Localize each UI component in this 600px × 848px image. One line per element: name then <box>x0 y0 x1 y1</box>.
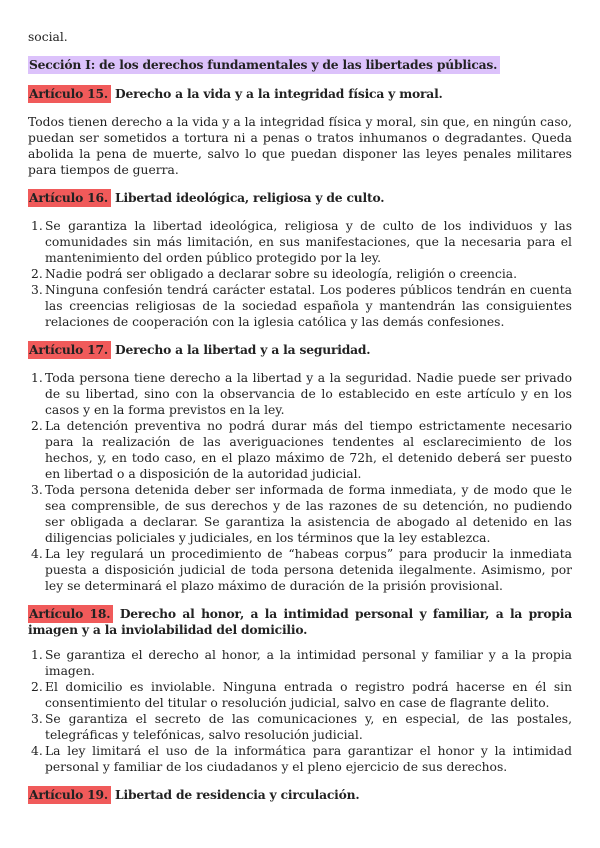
list-item-text: Nadie podrá ser obligado a declarar sobre su ideología, religión o creencia. <box>45 267 518 281</box>
article-16-list <box>28 218 572 330</box>
list-item <box>28 482 572 546</box>
list-item-text: Se garantiza el secreto de las comunicaciones y, en especial, de las postales, telegráficas y telefónicas, salvo resolución judicial. <box>45 712 572 742</box>
list-item-number: 4. <box>31 547 43 561</box>
list-item <box>28 218 572 266</box>
list-item <box>28 679 572 711</box>
article-19-heading <box>28 787 572 803</box>
list-item-number: 1. <box>31 219 43 233</box>
article-17-list <box>28 370 572 594</box>
list-item-number: 3. <box>31 283 43 297</box>
article-15-label: Artículo 15. <box>28 85 111 103</box>
list-item-text: La ley regulará un procedimiento de “habeas corpus” para producir la inmediata puesta a disposición judicial de toda persona detenida ilegalmente. Asimismo, por ley se determinará el plazo máximo de duración de la prisión provisional. <box>45 547 572 593</box>
article-18-label: Artículo 18. <box>28 605 113 623</box>
article-18-heading <box>28 606 572 638</box>
list-item-text: La detención preventiva no podrá durar más del tiempo estrictamente necesario para la realización de las averiguaciones tendentes al esclarecimiento de los hechos, y, en todo caso, en el plazo máximo de 72h, el detenido deberá ser puesto en libertad o a disposición de la autoridad judicial. <box>45 419 572 481</box>
list-item-number: 3. <box>31 483 43 497</box>
list-item-number: 2. <box>31 419 43 433</box>
list-item-number: 4. <box>31 744 43 758</box>
list-item <box>28 418 572 482</box>
section-title <box>28 57 572 73</box>
list-item <box>28 282 572 330</box>
article-16-title: Libertad ideológica, religiosa y de culto. <box>115 190 385 205</box>
article-17-label: Artículo 17. <box>28 341 111 359</box>
list-item <box>28 711 572 743</box>
list-item-number: 2. <box>31 680 43 694</box>
intro-text: social. <box>28 30 68 44</box>
article-16-heading <box>28 190 572 206</box>
article-18-title: Derecho al honor, a la intimidad personal y familiar, a la propia imagen y a la inviolabilidad del domicilio. <box>28 606 572 637</box>
list-item-text: Se garantiza el derecho al honor, a la intimidad personal y familiar y a la propia imagen. <box>45 648 572 678</box>
list-item-number: 1. <box>31 648 43 662</box>
article-15-title: Derecho a la vida y a la integridad física y moral. <box>115 86 443 101</box>
article-15-body: Todos tienen derecho a la vida y a la integridad física y moral, sin que, en ningún caso, puedan ser sometidos a tortura ni a penas o tratos inhumanos o degradantes. Queda abolida la pena de muerte, salvo lo que puedan disponer las leyes penales militares para tiempos de guerra. <box>28 115 572 177</box>
article-17-title: Derecho a la libertad y a la seguridad. <box>115 342 371 357</box>
list-item-text: La ley limitará el uso de la informática para garantizar el honor y la intimidad personal y familiar de los ciudadanos y el pleno ejercicio de sus derechos. <box>45 744 572 774</box>
section-title-highlight: Sección I: de los derechos fundamentales y de las libertades públicas. <box>28 56 500 74</box>
list-item <box>28 266 572 282</box>
list-item-number: 3. <box>31 712 43 726</box>
list-item <box>28 546 572 594</box>
list-item <box>28 647 572 679</box>
article-19-title: Libertad de residencia y circulación. <box>115 787 360 802</box>
list-item <box>28 743 572 775</box>
list-item-text: El domicilio es inviolable. Ninguna entrada o registro podrá hacerse en él sin consentimiento del titular o resolución judicial, salvo en case de flagrante delito. <box>45 680 572 710</box>
article-19-label: Artículo 19. <box>28 786 111 804</box>
article-17-heading <box>28 342 572 358</box>
article-18-list <box>28 647 572 775</box>
list-item-text: Toda persona tiene derecho a la libertad y a la seguridad. Nadie puede ser privado de su libertad, sino con la observancia de lo establecido en este artículo y en los casos y en la forma previstos en la ley. <box>45 371 572 417</box>
list-item-text: Se garantiza la libertad ideológica, religiosa y de culto de los individuos y las comunidades sin más limitación, en sus manifestaciones, que la necesaria para el mantenimiento del orden público protegido por la ley. <box>45 219 572 265</box>
list-item-text: Ninguna confesión tendrá carácter estatal. Los poderes públicos tendrán en cuenta las creencias religiosas de la sociedad española y mantendrán las consiguientes relaciones de cooperación con la iglesia católica y las demás confesiones. <box>45 283 572 329</box>
article-16-label: Artículo 16. <box>28 189 111 207</box>
list-item-number: 1. <box>31 371 43 385</box>
list-item <box>28 370 572 418</box>
article-15-heading <box>28 86 572 102</box>
list-item-number: 2. <box>31 267 43 281</box>
list-item-text: Toda persona detenida deber ser informada de forma inmediata, y de modo que le sea comprensible, de sus derechos y de las razones de su detención, no pudiendo ser obligada a declarar. Se garantiza la asistencia de abogado al detenido en las diligencias policiales y judiciales, en los términos que la ley establezca. <box>45 483 572 545</box>
